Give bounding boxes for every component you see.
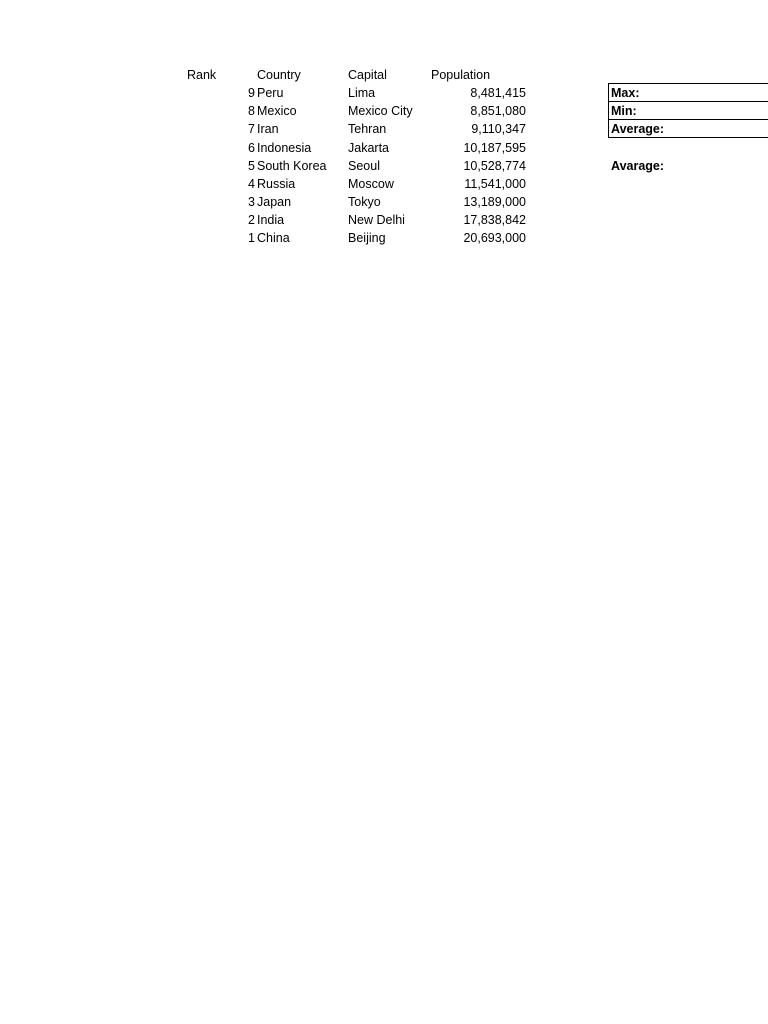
average-label: Average:: [611, 122, 665, 136]
header-capital: Capital: [348, 68, 387, 82]
population-cell: 20,693,000: [463, 231, 526, 245]
country-cell: India: [257, 213, 285, 227]
rank-cell: 5: [248, 159, 255, 173]
rank-cell: 6: [248, 141, 255, 155]
capital-cell: Mexico City: [348, 104, 413, 118]
capital-cell: Beijing: [348, 231, 386, 245]
rank-cell: 4: [248, 177, 255, 191]
capital-cell: Lima: [348, 86, 376, 100]
country-cell: China: [257, 231, 290, 245]
country-cell: Japan: [257, 195, 292, 209]
country-cell: Peru: [257, 86, 284, 100]
rank-cell: 3: [248, 195, 255, 209]
country-cell: Indonesia: [257, 141, 312, 155]
rank-cell: 8: [248, 104, 255, 118]
country-cell: Russia: [257, 177, 296, 191]
population-cell: 11,541,000: [464, 177, 526, 191]
population-cell: 8,481,415: [470, 86, 526, 100]
population-cell: 8,851,080: [470, 104, 526, 118]
min-label: Min:: [611, 104, 637, 118]
capital-cell: Tehran: [348, 122, 387, 136]
rank-cell: 1: [248, 231, 255, 245]
rank-cell: 9: [248, 86, 255, 100]
population-cell: 10,187,595: [463, 141, 526, 155]
rank-cell: 2: [248, 213, 255, 227]
capital-cell: Seoul: [348, 159, 380, 173]
population-cell: 17,838,842: [463, 213, 526, 227]
population-cell: 13,189,000: [463, 195, 526, 209]
avarage-label: Avarage:: [611, 159, 665, 173]
max-label: Max:: [611, 86, 640, 100]
header-population: Population: [431, 68, 491, 82]
country-cell: South Korea: [257, 159, 327, 173]
rank-cell: 7: [248, 122, 255, 136]
capital-cell: New Delhi: [348, 213, 405, 227]
header-rank: Rank: [187, 68, 217, 82]
capital-cell: Jakarta: [348, 141, 389, 155]
header-country: Country: [257, 68, 301, 82]
capital-cell: Moscow: [348, 177, 394, 191]
country-cell: Iran: [257, 122, 279, 136]
capital-cell: Tokyo: [348, 195, 381, 209]
country-cell: Mexico: [257, 104, 297, 118]
population-cell: 9,110,347: [471, 122, 526, 136]
population-cell: 10,528,774: [463, 159, 526, 173]
